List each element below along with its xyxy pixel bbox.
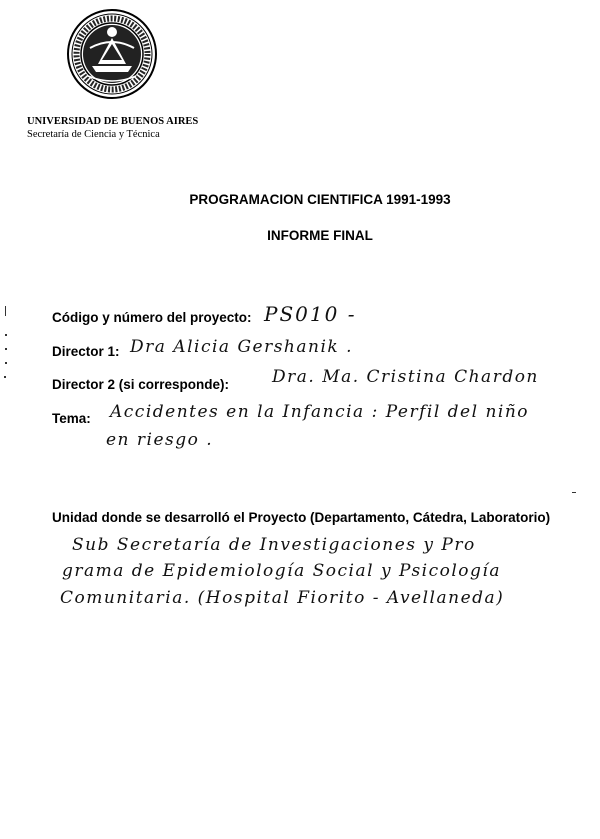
scan-mark	[5, 306, 6, 316]
codigo-label: Código y número del proyecto:	[52, 310, 252, 325]
scan-mark	[4, 376, 6, 378]
unidad-label: Unidad donde se desarrolló el Proyecto (Departamento, Cátedra, Laboratorio)	[52, 510, 551, 525]
director1-label: Director 1:	[52, 344, 120, 359]
scan-mark	[5, 334, 7, 336]
codigo-value: PS010 -	[264, 302, 357, 326]
university-seal-icon	[66, 8, 158, 100]
scan-mark	[5, 362, 7, 364]
unidad-line-1: Sub Secretaría de Investigaciones y Pro	[72, 535, 476, 555]
director1-value: Dra Alicia Gershanik .	[130, 337, 354, 357]
unidad-line-2: grama de Epidemiología Social y Psicología	[62, 561, 501, 581]
document-subtitle: INFORME FINAL	[267, 228, 373, 243]
director2-value: Dra. Ma. Cristina Chardon	[272, 367, 539, 387]
document-title: PROGRAMACION CIENTIFICA 1991-1993	[189, 192, 451, 207]
unidad-line-3: Comunitaria. (Hospital Fiorito - Avellaneda)	[60, 588, 505, 608]
tema-line-1: Accidentes en la Infancia : Perfil del niño	[110, 402, 530, 422]
tema-label: Tema:	[52, 411, 91, 426]
tema-line-2: en riesgo .	[106, 430, 214, 450]
university-name: UNIVERSIDAD DE BUENOS AIRES	[27, 116, 199, 127]
scan-mark	[572, 492, 576, 493]
institution-header	[27, 115, 198, 141]
director2-label: Director 2 (si corresponde):	[52, 377, 230, 392]
department-name: Secretaría de Ciencia y Técnica	[27, 129, 160, 140]
scan-mark	[5, 348, 7, 350]
